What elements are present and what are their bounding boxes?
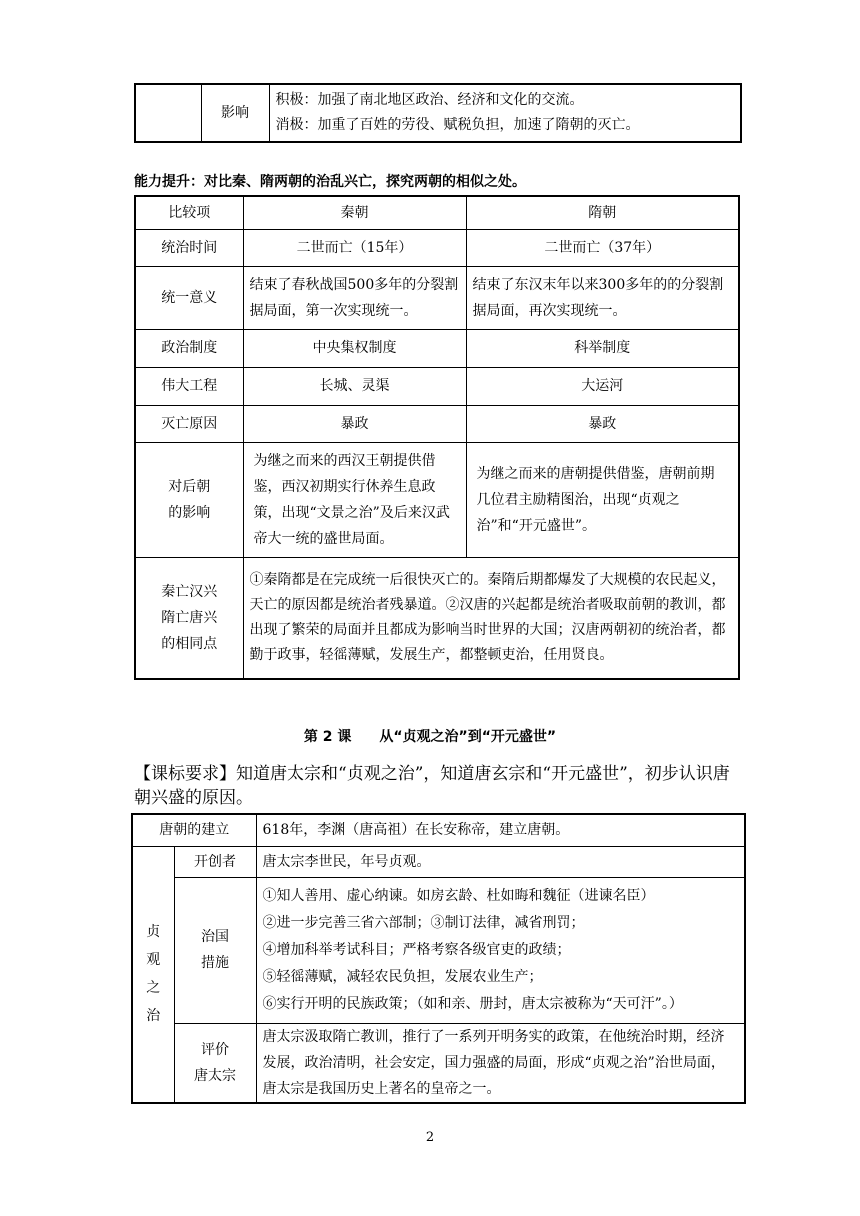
zhenguan-side-label: 贞 观 之 治 bbox=[132, 846, 174, 1103]
measure-item: ②进一步完善三省六部制；③制订法律，减省刑罚； bbox=[262, 914, 585, 931]
measure-item: ⑥实行开明的民族政策；（如和亲、册封，唐太宗被称为“天可汗”。） bbox=[262, 995, 683, 1012]
row-qin: 为继之而来的西汉王朝提供借鉴，西汉初期实行休养生息政策，出现“文景之治”及后来汉武帝大一统的盛世局面。 bbox=[243, 442, 466, 557]
positive-influence: 积极：加强了南北地区政治、经济和文化的交流。 bbox=[275, 92, 584, 108]
row-qin: 结束了春秋战国500多年的分裂割据局面，第一次实现统一。 bbox=[243, 266, 466, 329]
similar-text: ①秦隋都是在完成统一后很快灭亡的。秦隋后期都爆发了大规模的农民起义，天亡的原因都是统治者残暴道。②汉唐的兴起都是统治者吸取前朝的教训，都出现了繁荣的局面并且都成为影响当时世界的大国；汉唐两朝初的统治者，都勤于政事，轻徭薄赋，发展生产，都整顿吏治，任用贤良。 bbox=[243, 557, 739, 679]
founding-label: 唐朝的建立 bbox=[132, 814, 256, 846]
row-item: 对后朝的影响 bbox=[135, 442, 243, 557]
measure-item: ④增加科举考试科目；严格考察各级官吏的政绩； bbox=[262, 941, 571, 958]
measure-item: ①知人善用、虚心纳谏。如房玄龄、杜如晦和魏征（进谏名臣） bbox=[262, 887, 655, 904]
row-sui: 大运河 bbox=[466, 367, 739, 405]
row-item: 统治时间 bbox=[135, 229, 243, 266]
header-qin: 秦朝 bbox=[243, 196, 466, 229]
empty-cell bbox=[135, 84, 201, 142]
row-qin: 暴政 bbox=[243, 405, 466, 442]
page-number: 2 bbox=[425, 1130, 435, 1145]
tang-table bbox=[131, 813, 746, 1104]
row-sui: 暴政 bbox=[466, 405, 739, 442]
similar-item: 秦亡汉兴隋亡唐兴的相同点 bbox=[135, 557, 243, 679]
row-qin: 中央集权制度 bbox=[243, 329, 466, 367]
row-sui: 二世而亡（37年） bbox=[466, 229, 739, 266]
eval-text: 唐太宗汲取隋亡教训，推行了一系列开明务实的政策，在他统治时期，经济发展，政治清明，社会安定，国力强盛的局面，形成“贞观之治”治世局面，唐太宗是我国历史上著名的皇帝之一。 bbox=[256, 1023, 745, 1103]
founder-text: 唐太宗李世民，年号贞观。 bbox=[256, 846, 745, 877]
header-sui: 隋朝 bbox=[466, 196, 739, 229]
header-item: 比较项 bbox=[135, 196, 243, 229]
measure-item: ⑤轻徭薄赋，减轻农民负担，发展农业生产； bbox=[262, 968, 543, 985]
comparison-table bbox=[134, 195, 740, 680]
founder-label: 开创者 bbox=[174, 846, 256, 877]
row-qin: 长城、灵渠 bbox=[243, 367, 466, 405]
measures-list bbox=[256, 877, 745, 1023]
measures-label: 治国 措施 bbox=[174, 877, 256, 1023]
lesson-title: 第 2 课 从“贞观之治”到“开元盛世” bbox=[303, 729, 557, 745]
row-sui: 结束了东汉末年以来300多年的的分裂割据局面，再次实现统一。 bbox=[466, 266, 739, 329]
row-item: 统一意义 bbox=[135, 266, 243, 329]
influence-content bbox=[269, 84, 741, 142]
influence-label: 影响 bbox=[201, 84, 269, 142]
row-item: 政治制度 bbox=[135, 329, 243, 367]
row-sui: 科举制度 bbox=[466, 329, 739, 367]
row-item: 伟大工程 bbox=[135, 367, 243, 405]
eval-label: 评价 唐太宗 bbox=[174, 1023, 256, 1103]
founding-text: 618年，李渊（唐高祖）在长安称帝，建立唐朝。 bbox=[256, 814, 745, 846]
row-sui: 为继之而来的唐朝提供借鉴，唐朝前期几位君主励精图治，出现“贞观之治”和“开元盛世”。 bbox=[466, 442, 739, 557]
top-influence-table bbox=[134, 83, 742, 143]
ability-heading: 能力提升：对比秦、隋两朝的治乱兴亡，探究两朝的相似之处。 bbox=[134, 174, 526, 190]
negative-influence: 消极：加重了百姓的劳役、赋税负担，加速了隋朝的灭亡。 bbox=[275, 117, 640, 133]
row-qin: 二世而亡（15年） bbox=[243, 229, 466, 266]
requirement: 【课标要求】知道唐太宗和“贞观之治”，知道唐玄宗和“开元盛世”，初步认识唐朝兴盛的原因。 bbox=[134, 764, 730, 808]
row-item: 灭亡原因 bbox=[135, 405, 243, 442]
